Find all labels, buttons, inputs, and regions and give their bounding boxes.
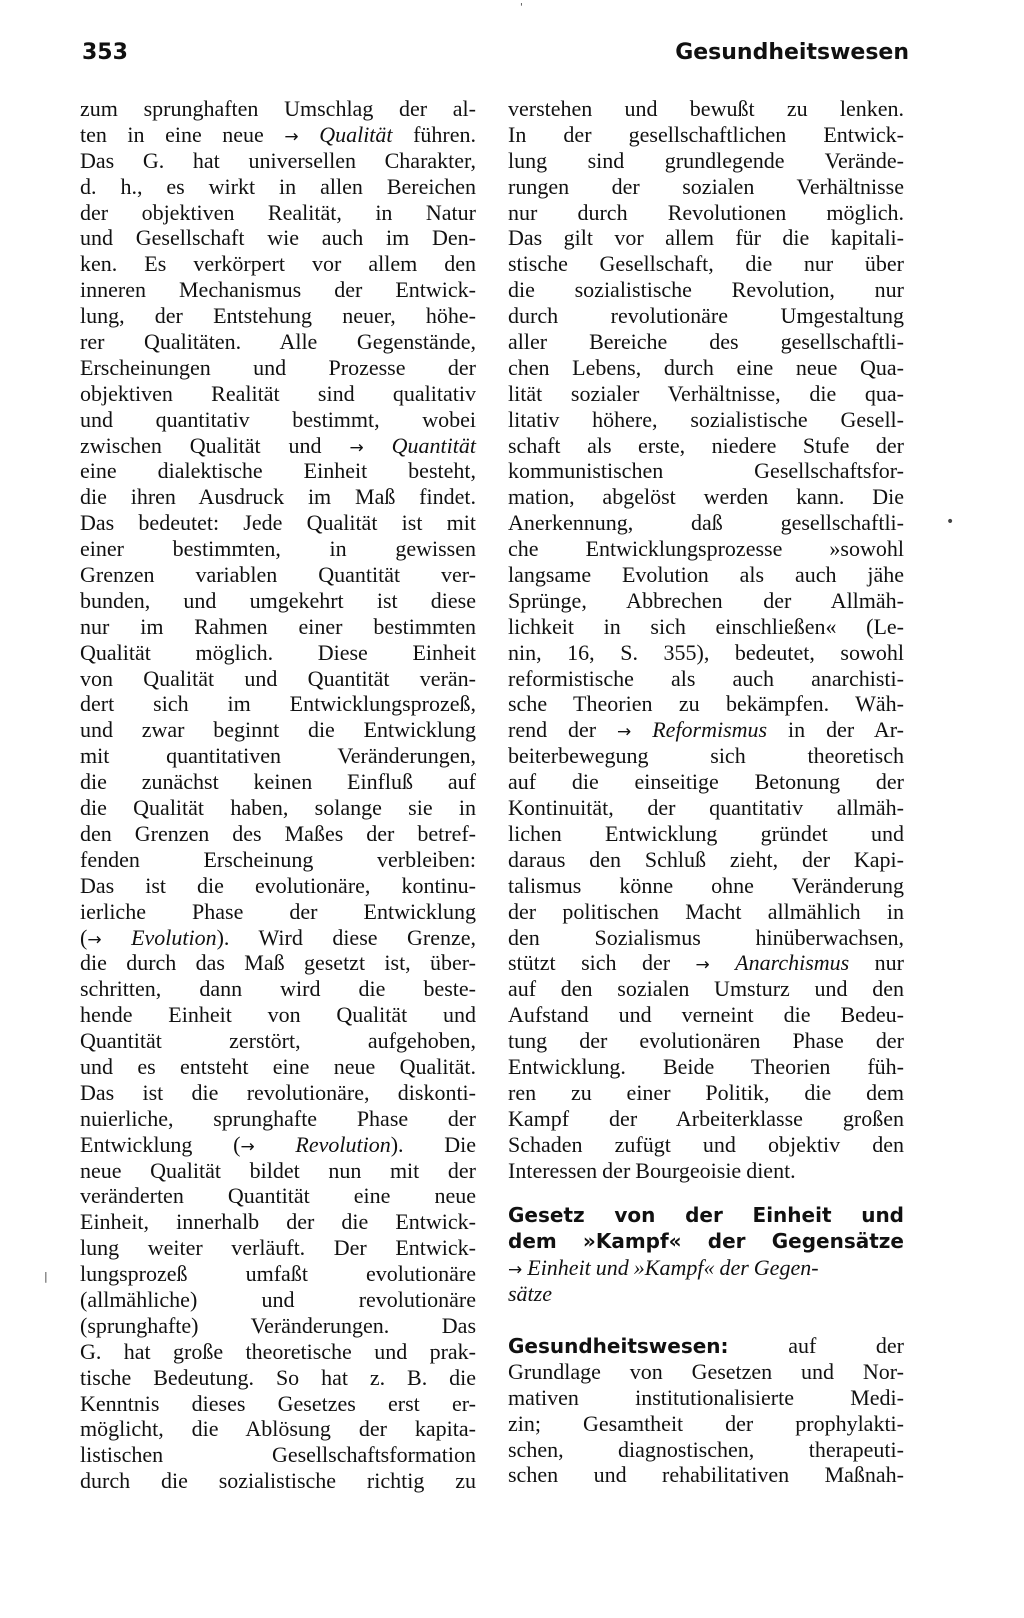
- text-line: durch die sozialistische richtig zu: [80, 1468, 476, 1494]
- text-line: chen Lebens, durch eine neue Qua-: [508, 354, 904, 380]
- text-line: beiterbewegung sich theoretisch: [508, 743, 904, 769]
- text-line: schritten, dann wird die beste-: [80, 976, 476, 1002]
- text-line: nur im Rahmen einer bestimmten: [80, 613, 476, 639]
- text-line: (allmähliche) und revolutionäre: [80, 1286, 476, 1312]
- crossref-link-continuation[interactable]: sätze: [508, 1281, 552, 1307]
- text-line: inneren Mechanismus der Entwick-: [80, 277, 476, 303]
- text-line: lichkeit in sich einschließen« (Le-: [508, 613, 904, 639]
- running-head: Gesundheitswesen: [675, 40, 909, 65]
- crossref-link[interactable]: Quantität: [391, 432, 476, 458]
- text-line: objektiven Realität sind qualitativ: [80, 380, 476, 406]
- crossref-link[interactable]: Revolution: [295, 1131, 391, 1157]
- text-line: neue Qualität bildet nun mit der: [80, 1157, 476, 1183]
- text-line: und zwar beginnt die Entwicklung: [80, 717, 476, 743]
- text-line: Qualität möglich. Diese Einheit: [80, 639, 476, 665]
- text-line: G. hat große theoretische und prak-: [80, 1338, 476, 1364]
- text-line: rungen der sozialen Verhältnisse: [508, 173, 904, 199]
- arrow-right-icon: →: [617, 722, 632, 743]
- text-line: auf den sozialen Umsturz und den: [508, 976, 904, 1002]
- text-line: den Grenzen des Maßes der betref-: [80, 820, 476, 846]
- entry-first-line: [508, 1333, 904, 1359]
- text-line: Das ist die revolutionäre, diskonti-: [80, 1079, 476, 1105]
- text-line: Das gilt vor allem für die kapitali-: [508, 225, 904, 251]
- text-line: mation, abgelöst werden kann. Die: [508, 484, 904, 510]
- text-line: Schaden zufügt und objektiv den: [508, 1131, 904, 1157]
- text-line: stische Gesellschaft, die nur über: [508, 251, 904, 277]
- text-line: nuierliche, sprunghafte Phase der: [80, 1105, 476, 1131]
- crossref-link[interactable]: Qualität: [319, 121, 393, 147]
- text-line: Anerkennung, daß gesellschaftli-: [508, 510, 904, 536]
- text-line: Entwicklung (→ Revolution). Die: [80, 1131, 477, 1157]
- text-line: aller Bereiche des gesellschaftli-: [508, 329, 904, 355]
- text-line: nin, 16, S. 355), bedeutet, sowohl: [508, 639, 904, 665]
- text-line: zum sprunghaften Umschlag der al-: [80, 96, 476, 121]
- text-line: Quantität zerstört, aufgehoben,: [80, 1028, 476, 1054]
- text-line: Aufstand und verneint die Bedeu-: [508, 1002, 904, 1028]
- page-header: [82, 40, 909, 80]
- text-line: d. h., es wirkt in allen Bereichen: [80, 173, 476, 199]
- text-line: der objektiven Realität, in Natur: [80, 199, 476, 225]
- text-line: mit quantitativen Veränderungen,: [80, 743, 476, 769]
- text-line: langsame Evolution als auch jähe: [508, 562, 904, 588]
- page-number: 353: [82, 40, 128, 65]
- text-line: Kampf der Arbeiterklasse großen: [508, 1105, 904, 1131]
- text-line: litativ höhere, sozialistische Gesell-: [508, 406, 904, 432]
- text-line: rend der → Reformismus in der Ar-: [508, 717, 905, 743]
- text-line: Das G. hat universellen Charakter,: [80, 147, 476, 173]
- text-line: daraus den Schluß zieht, der Kapi-: [508, 846, 904, 872]
- text-line: ten in eine neue → Qualität führen.: [80, 121, 477, 147]
- scan-speck: •: [946, 514, 955, 530]
- crossref-line-1: [508, 1255, 904, 1281]
- text-line: bunden, und umgekehrt ist diese: [80, 587, 476, 613]
- crossref-link[interactable]: Reformismus: [652, 717, 768, 743]
- text-line: In der gesellschaftlichen Entwick-: [508, 121, 904, 147]
- text-line: der politischen Macht allmählich in: [508, 898, 904, 924]
- text-line: schen, diagnostischen, therapeuti-: [508, 1436, 904, 1462]
- text-line: zwischen Qualität und → Quantität: [80, 432, 476, 458]
- arrow-right-icon: →: [349, 437, 364, 458]
- text-line: ren zu einer Politik, die dem: [508, 1079, 904, 1105]
- text-line: Entwicklung. Beide Theorien füh-: [508, 1053, 904, 1079]
- text-line: die zunächst keinen Einfluß auf: [80, 769, 476, 795]
- text-line: eine dialektische Einheit besteht,: [80, 458, 476, 484]
- text-line: nur durch Revolutionen möglich.: [508, 199, 904, 225]
- text-line: mativen institutionalisierte Medi-: [508, 1384, 904, 1410]
- text-line: zin; Gesamtheit der prophylakti-: [508, 1410, 904, 1436]
- entry-heading-line-1: Gesetz von der Einheit und: [508, 1203, 904, 1228]
- right-column-text: [508, 96, 904, 1183]
- crossref-line-2: [508, 1281, 904, 1307]
- text-line: reformistische als auch anarchisti-: [508, 665, 904, 691]
- arrow-right-icon: →: [508, 1260, 523, 1281]
- text-line: hende Einheit von Qualität und: [80, 1002, 476, 1028]
- text-line: schen und rehabilitativen Maßnah-: [508, 1462, 904, 1488]
- text-line: fenden Erscheinung verbleiben:: [80, 846, 476, 872]
- text-line: und Gesellschaft wie auch im Den-: [80, 225, 476, 251]
- text-line: ken. Es verkörpert vor allem den: [80, 251, 476, 277]
- text-line: listischen Gesellschaftsformation: [80, 1442, 476, 1468]
- text-line: kommunistischen Gesellschaftsfor-: [508, 458, 904, 484]
- text-line: Sprünge, Abbrechen der Allmäh-: [508, 587, 904, 613]
- text-line: ierliche Phase der Entwicklung: [80, 898, 476, 924]
- text-line: stützt sich der → Anarchismus nur: [508, 950, 905, 976]
- arrow-right-icon: →: [284, 126, 299, 147]
- text-line: Interessen der Bourgeoisie dient.: [508, 1157, 796, 1183]
- text-line: Einheit, innerhalb der die Entwick-: [80, 1209, 476, 1235]
- text-line: Kenntnis dieses Gesetzes erst er-: [80, 1390, 476, 1416]
- crossref-link-einheit[interactable]: Einheit und »Kampf« der Gegen-: [527, 1255, 819, 1281]
- arrow-right-icon: →: [240, 1136, 255, 1157]
- text-line: lung, der Entstehung neuer, höhe-: [80, 303, 476, 329]
- text-line: schaft als erste, niedere Stufe der: [508, 432, 904, 458]
- spacer: [508, 1307, 904, 1333]
- text-line: dert sich im Entwicklungsprozeß,: [80, 691, 476, 717]
- scan-speck: |: [44, 1270, 48, 1283]
- text-line: durch revolutionäre Umgestaltung: [508, 303, 904, 329]
- text-line: Grundlage von Gesetzen und Nor-: [508, 1358, 904, 1384]
- text-line: che Entwicklungsprozesse »sowohl: [508, 536, 904, 562]
- text-line: auf die einseitige Betonung der: [508, 769, 904, 795]
- text-line: rer Qualitäten. Alle Gegenstände,: [80, 329, 476, 355]
- text-line: Das ist die evolutionäre, kontinu-: [80, 872, 476, 898]
- text-line: verstehen und bewußt zu lenken.: [508, 96, 904, 121]
- scan-speck: ': [520, 2, 523, 13]
- text-line: möglicht, die Ablösung der kapita-: [80, 1416, 476, 1442]
- text-line: sche Theorien zu bekämpfen. Wäh-: [508, 691, 904, 717]
- entry-term: Gesundheitswesen:: [508, 1333, 729, 1358]
- text-line: lung weiter verläuft. Der Entwick-: [80, 1235, 476, 1261]
- left-column: [80, 96, 476, 1494]
- text-line: von Qualität und Quantität verän-: [80, 665, 476, 691]
- text-line: lität sozialer Verhältnisse, die qua-: [508, 380, 904, 406]
- text-line: den Sozialismus hinüberwachsen,: [508, 924, 904, 950]
- text-line: (→ Evolution). Wird diese Grenze,: [80, 924, 477, 950]
- spacer: [508, 1183, 904, 1203]
- entry-heading-line-2: dem »Kampf« der Gegensätze: [508, 1229, 904, 1254]
- text-line: tische Bedeutung. So hat z. B. die: [80, 1364, 476, 1390]
- text-line: Das bedeutet: Jede Qualität ist mit: [80, 510, 476, 536]
- entry-body: [508, 1359, 904, 1488]
- text-line: (sprunghafte) Veränderungen. Das: [80, 1312, 476, 1338]
- text-line: lungsprozeß umfaßt evolutionäre: [80, 1261, 476, 1287]
- text-line: Grenzen variablen Quantität ver-: [80, 562, 476, 588]
- text-line: die sozialistische Revolution, nur: [508, 277, 904, 303]
- crossref-link[interactable]: Evolution: [131, 924, 217, 950]
- text-line: lung sind grundlegende Verände-: [508, 147, 904, 173]
- crossref-link[interactable]: Anarchismus: [735, 950, 850, 976]
- right-column: [508, 96, 904, 1488]
- text-line: lichen Entwicklung gründet und: [508, 820, 904, 846]
- text-line: einer bestimmten, in gewissen: [80, 536, 476, 562]
- text-line: und quantitativ bestimmt, wobei: [80, 406, 476, 432]
- entry-first-line-rest: auf der: [788, 1332, 905, 1358]
- text-line: Erscheinungen und Prozesse der: [80, 354, 476, 380]
- text-line: talismus könne ohne Veränderung: [508, 872, 904, 898]
- text-line: tung der evolutionären Phase der: [508, 1028, 904, 1054]
- text-line: veränderten Quantität eine neue: [80, 1183, 476, 1209]
- arrow-right-icon: →: [695, 955, 710, 976]
- text-line: Kontinuität, der quantitativ allmäh-: [508, 795, 904, 821]
- text-line: die Qualität haben, solange sie in: [80, 795, 476, 821]
- text-line: und es entsteht eine neue Qualität.: [80, 1053, 476, 1079]
- text-line: die ihren Ausdruck im Maß findet.: [80, 484, 476, 510]
- text-line: die durch das Maß gesetzt ist, über-: [80, 950, 476, 976]
- arrow-right-icon: →: [87, 929, 102, 950]
